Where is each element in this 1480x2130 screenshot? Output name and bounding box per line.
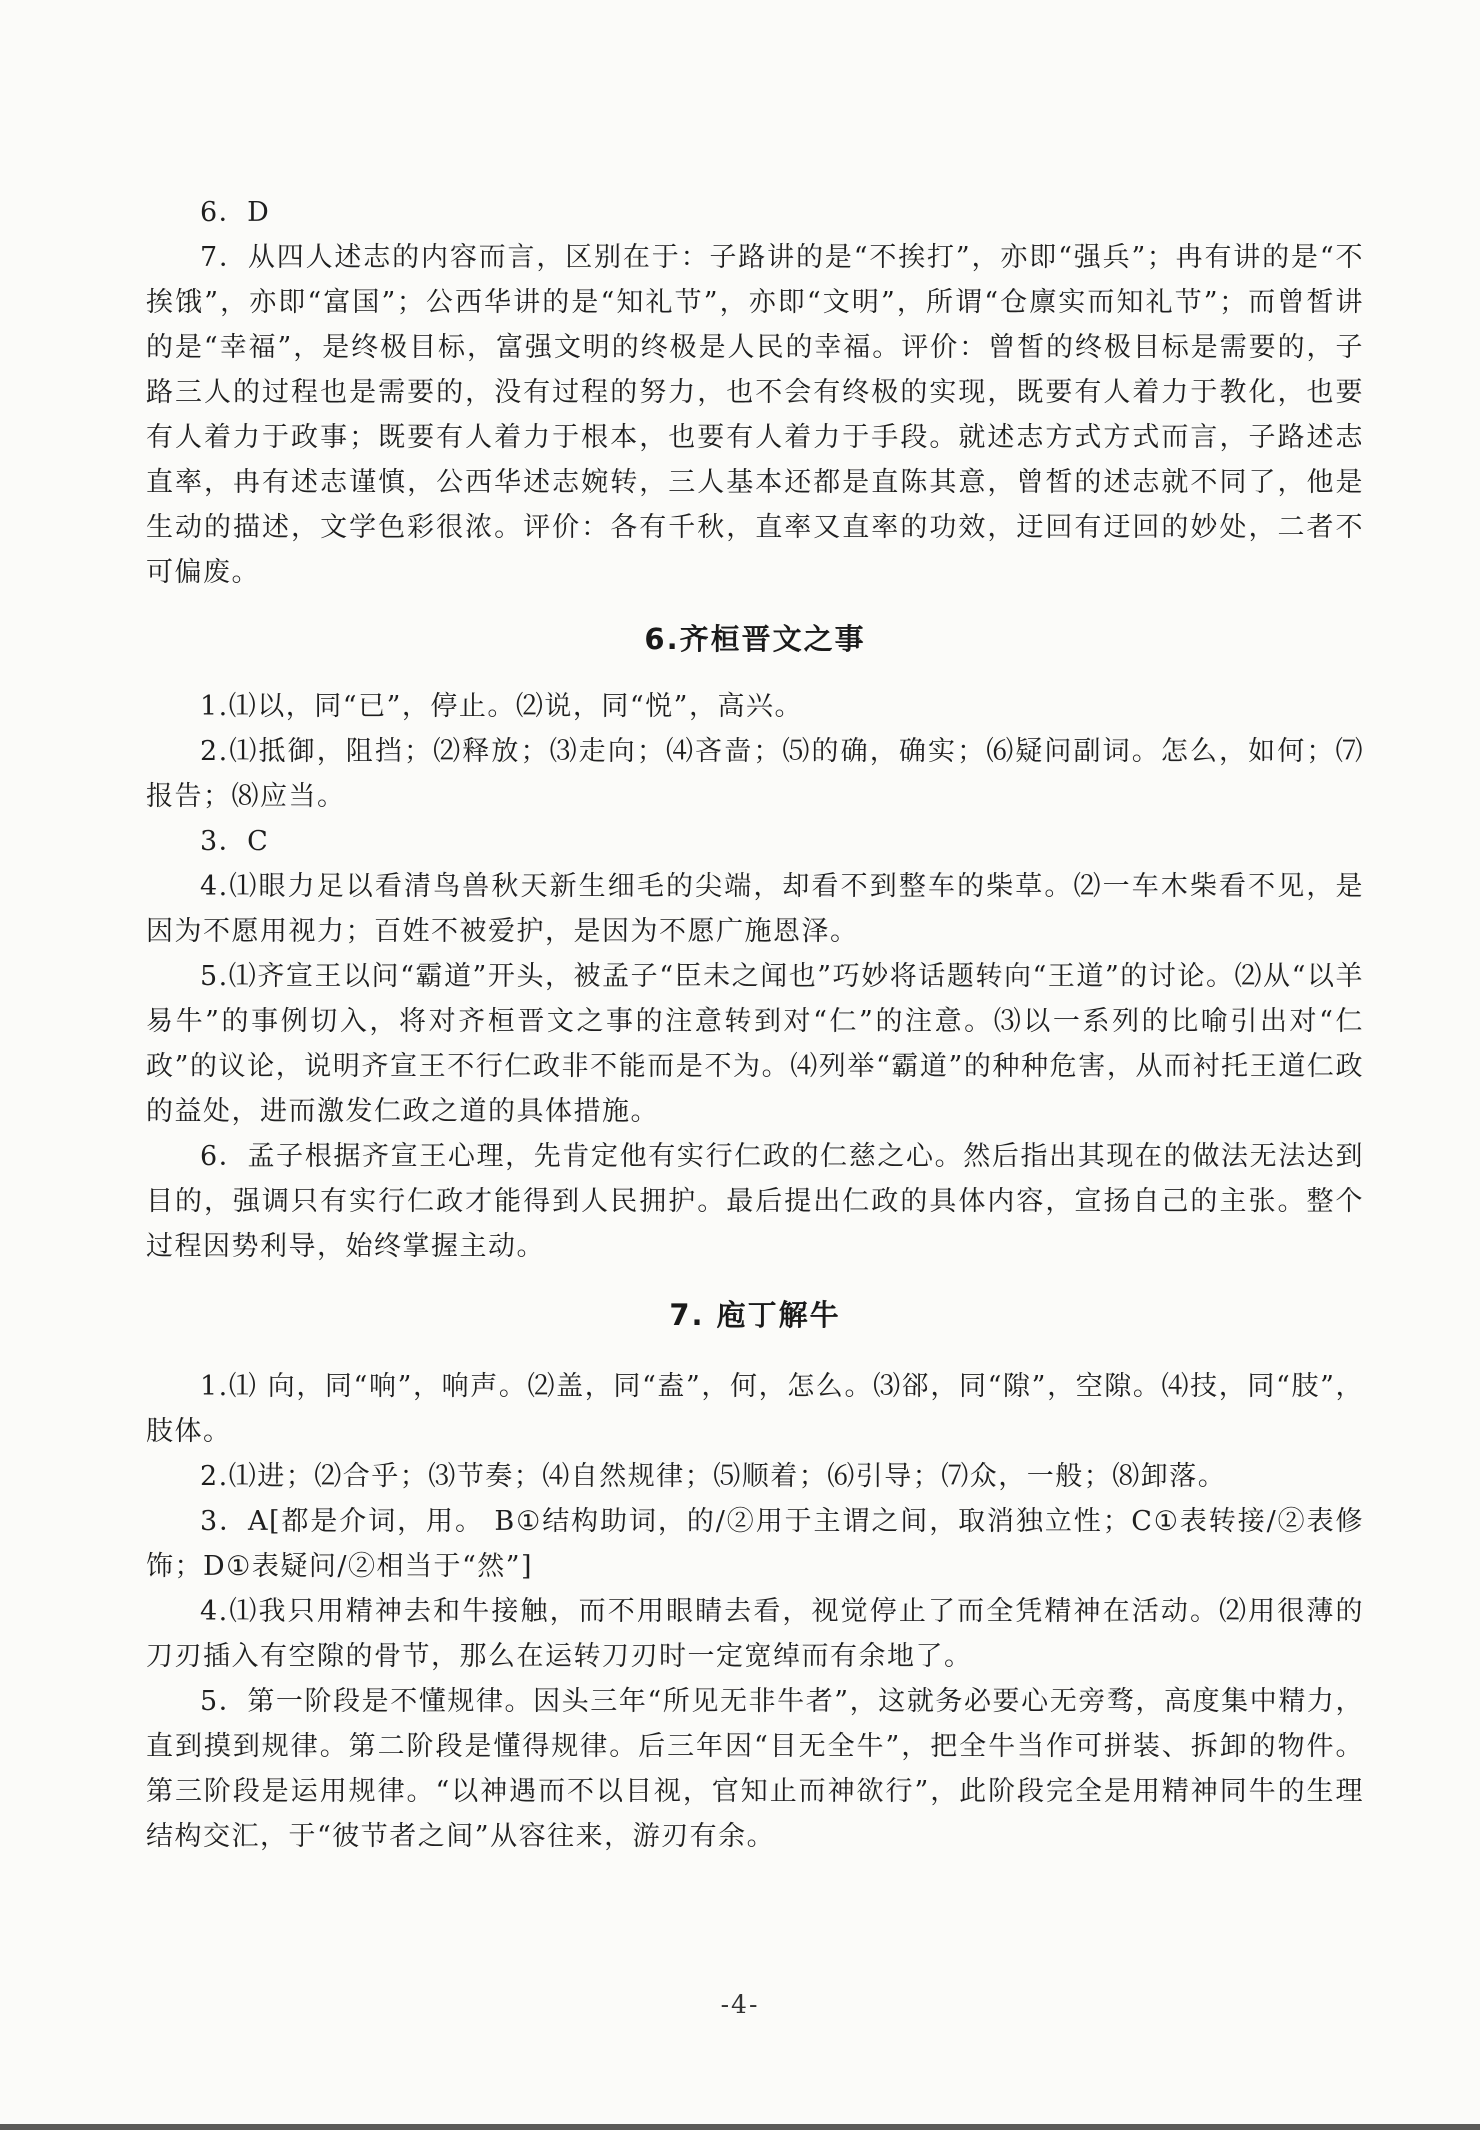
s7-answer-2: 2.⑴进；⑵合乎；⑶节奏；⑷自然规律；⑸顺着；⑹引导；⑺众，一般；⑻卸落。 <box>200 1461 1227 1492</box>
s6-answer-4: 4.⑴眼力足以看清鸟兽秋天新生细毛的尖端，却看不到整车的柴草。⑵一车木柴看不见，是因为不愿用视力；百姓不被爱护，是因为不愿广施恩泽。 <box>146 871 1364 947</box>
section-title-7: 7. 庖丁解牛 <box>669 1298 841 1332</box>
s7-answer-3: 3．A[都是介词，用。 B①结构助词，的/②用于主谓之间，取消独立性；C①表转接/②表修饰；D①表疑问/②相当于“然”] <box>146 1506 1364 1582</box>
answer-7: 7．从四人述志的内容而言，区别在于：子路讲的是“不挨打”，亦即“强兵”；冉有讲的是“不挨饿”，亦即“富国”；公西华讲的是“知礼节”，亦即“文明”，所谓“仓廪实而知礼节”；而曾皙讲的是“幸福”，是终极目标，富强文明的终极是人民的幸福。评价：曾皙的终极目标是需要的，子路三人的过程也是需要的，没有过程的努力，也不会有终极的实现，既要有人着力于教化，也要有人着力于政事；既要有人着力于根本，也要有人着力于手段。就述志方式方式而言，子路述志直率，冉有述志谨慎，公西华述志婉转，三人基本还都是直陈其意，曾皙的述志就不同了，他是生动的描述，文学色彩很浓。评价：各有千秋，直率又直率的功效，迂回有迂回的妙处，二者不可偏废。 <box>146 242 1364 588</box>
answer-6: 6．D <box>200 197 271 228</box>
page-number: -4- <box>720 1990 760 2019</box>
s7-answer-1: 1.⑴ 向，同“响”，响声。⑵盖，同“盍”，何，怎么。⑶郤，同“隙”，空隙。⑷技，同“肢”，肢体。 <box>146 1371 1364 1447</box>
s6-answer-1: 1.⑴以，同“已”，停止。⑵说，同“悦”，高兴。 <box>200 691 803 722</box>
s6-answer-6: 6．孟子根据齐宣王心理，先肯定他有实行仁政的仁慈之心。然后指出其现在的做法无法达到目的，强调只有实行仁政才能得到人民拥护。最后提出仁政的具体内容，宣扬自己的主张。整个过程因势利导，始终掌握主动。 <box>146 1141 1364 1262</box>
scan-bottom-edge <box>0 2124 1480 2130</box>
section-title-6: 6.齐桓晋文之事 <box>644 622 866 656</box>
s7-answer-4: 4.⑴我只用精神去和牛接触，而不用眼睛去看，视觉停止了而全凭精神在活动。⑵用很薄的刀刃插入有空隙的骨节，那么在运转刀刃时一定宽绰而有余地了。 <box>146 1596 1364 1672</box>
page-content <box>146 190 1364 1859</box>
s6-answer-2: 2.⑴抵御，阻挡；⑵释放；⑶走向；⑷吝啬；⑸的确，确实；⑹疑问副词。怎么，如何；⑺报告；⑻应当。 <box>146 736 1364 812</box>
s6-answer-5: 5.⑴齐宣王以问“霸道”开头，被孟子“臣未之闻也”巧妙将话题转向“王道”的讨论。⑵从“以羊易牛”的事例切入，将对齐桓晋文之事的注意转到对“仁”的注意。⑶以一系列的比喻引出对“仁政”的议论，说明齐宣王不行仁政非不能而是不为。⑷列举“霸道”的种种危害，从而衬托王道仁政的益处，进而激发仁政之道的具体措施。 <box>146 961 1364 1127</box>
s7-answer-5: 5．第一阶段是不懂规律。因头三年“所见无非牛者”，这就务必要心无旁骛，高度集中精力，直到摸到规律。第二阶段是懂得规律。后三年因“目无全牛”，把全牛当作可拼装、拆卸的物件。第三阶段是运用规律。“以神遇而不以目视，官知止而神欲行”，此阶段完全是用精神同牛的生理结构交汇，于“彼节者之间”从容往来，游刃有余。 <box>146 1686 1364 1852</box>
s6-answer-3: 3．C <box>200 826 270 857</box>
